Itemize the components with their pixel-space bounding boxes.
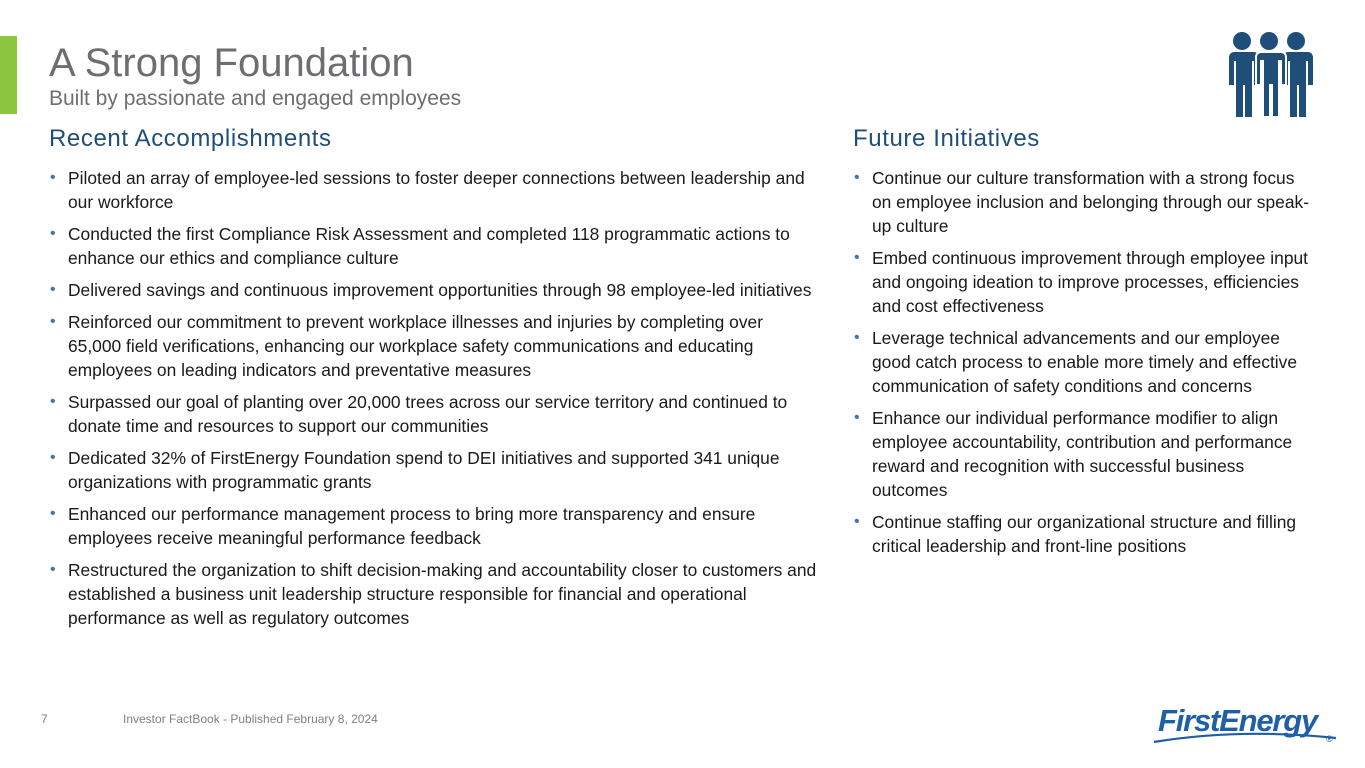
svg-text:®: ® xyxy=(1326,734,1333,744)
bullet-icon: • xyxy=(854,329,860,346)
bullet-icon: • xyxy=(50,313,56,330)
list-item: • Restructured the organization to shift decision-making and accountability closer to customers and established a business unit leadership structure responsible for financial and operational performance as well as regulatory outcomes xyxy=(50,560,817,628)
bullet-icon: • xyxy=(50,561,56,578)
people-group-icon xyxy=(1222,30,1316,118)
bullet-icon: • xyxy=(50,169,56,186)
bullet-icon: • xyxy=(854,249,860,266)
list-item: • Embed continuous improvement through employee input and ongoing ideation to improve processes, efficiencies and cost effectiveness xyxy=(854,248,1308,316)
future-initiatives-section xyxy=(853,124,1313,566)
svg-text:FirstEnergy: FirstEnergy xyxy=(1158,703,1318,738)
bullet-icon: • xyxy=(854,513,860,530)
list-item: • Enhanced our performance management process to bring more transparency and ensure employees receive meaningful performance feedback xyxy=(50,504,756,548)
page-number: 7 xyxy=(41,712,48,726)
bullet-icon: • xyxy=(50,449,56,466)
future-initiatives-heading: Future Initiatives xyxy=(853,125,1040,152)
footer-caption: Investor FactBook - Published February 8, 2024 xyxy=(123,712,378,726)
bullet-icon: • xyxy=(854,169,860,186)
bullet-icon: • xyxy=(50,505,56,522)
bullet-icon: • xyxy=(50,393,56,410)
list-item: • Continue our culture transformation with a strong focus on employee inclusion and belonging through our speak-up culture xyxy=(854,168,1309,236)
recent-accomplishments-list xyxy=(49,166,819,630)
firstenergy-logo xyxy=(1150,698,1340,754)
future-initiatives-list xyxy=(853,166,1313,558)
recent-accomplishments-heading: Recent Accomplishments xyxy=(49,125,332,152)
page-title: A Strong Foundation xyxy=(49,41,414,85)
list-item: • Enhance our individual performance modifier to align employee accountability, contribution and performance reward and recognition with successful business outcomes xyxy=(854,408,1293,500)
list-item: • Leverage technical advancements and our employee good catch process to enable more timely and effective communication of safety conditions and concerns xyxy=(854,328,1298,396)
list-item: • Delivered savings and continuous improvement opportunities through 98 employee-led initiatives xyxy=(50,280,812,300)
bullet-icon: • xyxy=(50,225,56,242)
list-item: • Piloted an array of employee-led sessions to foster deeper connections between leadership and our workforce xyxy=(50,168,805,212)
bullet-icon: • xyxy=(854,409,860,426)
list-item: • Continue staffing our organizational structure and filling critical leadership and front-line positions xyxy=(854,512,1297,556)
list-item: • Dedicated 32% of FirstEnergy Foundation spend to DEI initiatives and supported 341 unique organizations with programmatic grants xyxy=(50,448,780,492)
title-accent-bar xyxy=(0,36,17,114)
list-item: • Surpassed our goal of planting over 20,000 trees across our service territory and continued to donate time and resources to support our communities xyxy=(50,392,788,436)
list-item: • Reinforced our commitment to prevent workplace illnesses and injuries by completing over 65,000 field verifications, enhancing our workplace safety communications and educating employees on leading indicators and preventative measures xyxy=(50,312,763,380)
page-subtitle: Built by passionate and engaged employees xyxy=(49,87,462,110)
bullet-icon: • xyxy=(50,281,56,298)
list-item: • Conducted the first Compliance Risk Assessment and completed 118 programmatic actions to enhance our ethics and compliance culture xyxy=(50,224,790,268)
recent-accomplishments-section xyxy=(49,124,819,638)
